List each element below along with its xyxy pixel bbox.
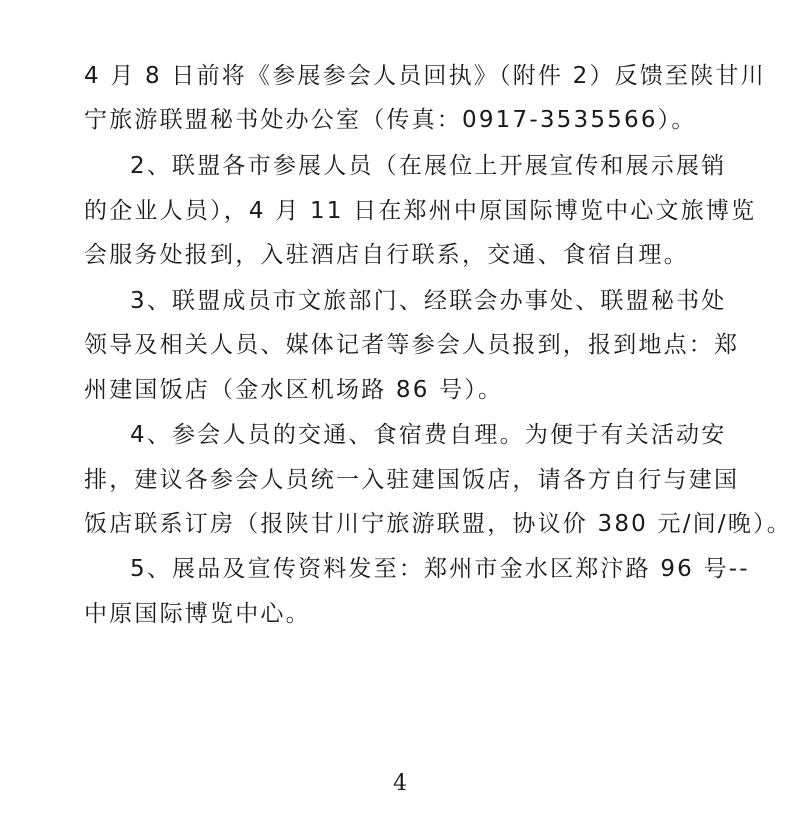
text-line: 5、展品及宣传资料发至：郑州市金水区郑汴路 96 号-- — [130, 556, 750, 582]
text-line: 排，建议各参会人员统一入驻建国饭店，请各方自行与建国 — [84, 467, 740, 493]
text-line: 州建国饭店（金水区机场路 86 号）。 — [84, 377, 504, 403]
text-line: 宁旅游联盟秘书处办公室（传真：0917-3535566）。 — [84, 107, 697, 133]
text-line: 会服务处报到，入驻酒店自行联系，交通、食宿自理。 — [84, 242, 689, 268]
text-line: 3、联盟成员市文旅部门、经联会办事处、联盟秘书处 — [130, 288, 727, 314]
text-line: 中原国际博览中心。 — [84, 601, 311, 627]
text-line: 饭店联系订房（报陕甘川宁旅游联盟，协议价 380 元/间/晚）。 — [84, 511, 792, 537]
text-line: 的企业人员），4 月 11 日在郑州中原国际博览中心文旅博览 — [84, 198, 757, 224]
text-line: 2、联盟各市参展人员（在展位上开展宣传和展示展销 — [130, 153, 727, 179]
page-number: 4 — [393, 771, 407, 796]
text-line: 4 月 8 日前将《参展参会人员回执》（附件 2）反馈至陕甘川 — [84, 63, 766, 89]
text-line: 4、参会人员的交通、食宿费自理。为便于有关活动安 — [130, 422, 727, 448]
text-line: 领导及相关人员、媒体记者等参会人员报到，报到地点：郑 — [84, 332, 740, 358]
